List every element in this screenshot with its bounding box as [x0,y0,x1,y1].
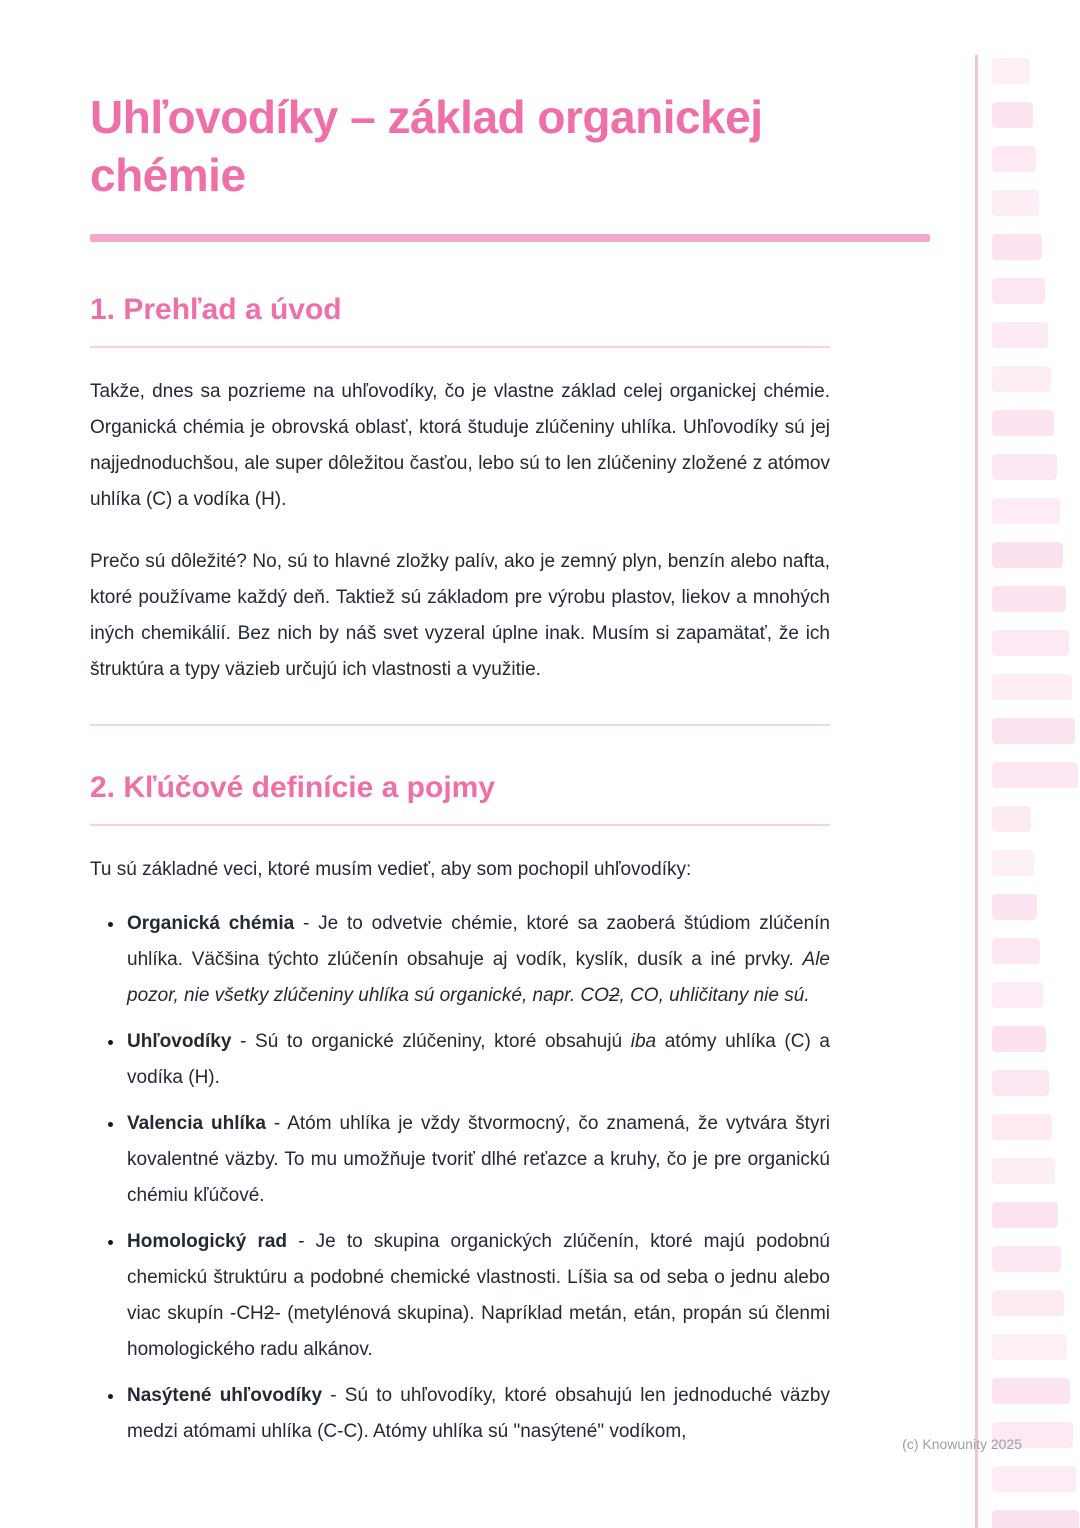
intro-paragraph: Tu sú základné veci, ktoré musím vedieť, aby som pochopil uhľovodíky: [90,859,692,880]
faded-text-line [992,542,1063,568]
faded-text-line [992,762,1078,788]
next-page-separator [975,55,978,1528]
faded-text-line [992,1070,1049,1096]
faded-text-line [992,718,1075,744]
faded-text-line [992,982,1043,1008]
section-2-heading: 2. Kľúčové definície a pojmy [90,771,496,804]
faded-text-line [992,630,1069,656]
strikethrough-text: 2 [608,985,620,1006]
section-2-underline [90,824,830,826]
faded-text-line [992,1290,1064,1316]
faded-text-line [992,894,1037,920]
document-content [90,0,930,1460]
next-page-preview [992,58,1080,1528]
section-1-underline [90,346,830,348]
paragraph: Takže, dnes sa pozrieme na uhľovodíky, čo je vlastne základ celej organickej chémie. Organická chémia je obrovská oblasť, ktorá študuje zlúčeniny uhlíka. Uhľovodíky sú jej najjednoduchšou, ale super dôležitou časťou, lebo sú to len zlúčeniny zložené z atómov uhlíka (C) a vodíka (H). [90,381,830,510]
faded-text-line [992,1202,1058,1228]
faded-text-line [992,102,1033,128]
list-item [125,1224,830,1368]
page-title: Uhľovodíky – základ organickej chémie [90,91,763,201]
bullet-text: - Je to skupina organických zlúčenín, ktoré majú podobnú chemickú štruktúru a podobné chemické vlastnosti. Líšia sa od seba o jednu alebo viac skupín -CH [127,1231,830,1324]
bullet-term: Uhľovodíky [127,1031,232,1052]
bullet-text: - Je to odvetvie chémie, ktoré sa zaoberá štúdiom zlúčenín uhlíka. Väčšina týchto zlúčenín obsahuje aj vodík, kyslík, dusík a iné prvky. [127,913,830,970]
italic-text: , CO, uhličitany nie sú. [619,985,810,1006]
bullet-text: - Sú to uhľovodíky, ktoré obsahujú len jednoduché väzby medzi atómami uhlíka (C-C). Atómy uhlíka sú "nasýtené" vodíkom, [127,1385,830,1442]
bullet-term: Organická chémia [127,913,295,934]
strikethrough-text: 2 [263,1303,275,1324]
faded-text-line [992,454,1057,480]
definitions-list [90,906,830,1450]
paragraph: Prečo sú dôležité? No, sú to hlavné zložky palív, ako je zemný plyn, benzín alebo nafta, ktoré používame každý deň. Taktiež sú základom pre výrobu plastov, liekov a mnohých iných chemikálií. Bez nich by náš svet vyzeral úplne inak. Musím si zapamätať, že ich štruktúra a typy väzieb určujú ich vlastnosti a využitie. [90,551,830,680]
faded-text-line [992,498,1060,524]
list-item [125,906,830,1014]
bullet-term: Nasýtené uhľovodíky [127,1385,323,1406]
faded-text-line [992,1378,1070,1404]
bullet-term: Homologický rad [127,1231,288,1252]
bullet-text: - (metylénová skupina). Napríklad metán, etán, propán sú členmi homologického radu alkánov. [127,1303,830,1360]
faded-text-line [992,1026,1046,1052]
copyright-watermark: (c) Knowunity 2025 [902,1436,1022,1452]
italic-text: Ale pozor, nie všetky zlúčeniny uhlíka sú organické, napr. CO [127,949,830,1006]
bullet-text: atómy uhlíka (C) a vodíka (H). [127,1031,830,1088]
list-item [125,1024,830,1096]
list-item [125,1106,830,1214]
section-definitions [90,770,930,1450]
faded-text-line [992,146,1036,172]
faded-text-line [992,366,1051,392]
faded-text-line [992,234,1042,260]
faded-text-line [992,850,1034,876]
faded-text-line [992,1334,1067,1360]
italic-text: iba [630,1031,657,1052]
faded-text-line [992,586,1066,612]
bullet-term: Valencia uhlíka [127,1113,266,1134]
faded-text-line [992,1466,1076,1492]
faded-text-line [992,322,1048,348]
faded-text-line [992,278,1045,304]
faded-text-line [992,190,1039,216]
section-overview [90,292,930,688]
faded-text-line [992,58,1030,84]
faded-text-line [992,1510,1079,1528]
list-item [125,1378,830,1450]
bullet-text: - Sú to organické zlúčeniny, ktoré obsahujú [231,1031,631,1052]
faded-text-line [992,1114,1052,1140]
faded-text-line [992,674,1072,700]
section-divider [90,724,830,726]
faded-text-line [992,806,1031,832]
section-1-heading: 1. Prehľad a úvod [90,293,342,326]
faded-text-line [992,1158,1055,1184]
faded-text-line [992,410,1054,436]
faded-text-line [992,938,1040,964]
title-underline [90,234,930,242]
bullet-text: - Atóm uhlíka je vždy štvormocný, čo znamená, že vytvára štyri kovalentné väzby. To mu umožňuje tvoriť dlhé reťazce a kruhy, čo je pre organickú chémiu kľúčové. [127,1113,830,1206]
faded-text-line [992,1246,1061,1272]
